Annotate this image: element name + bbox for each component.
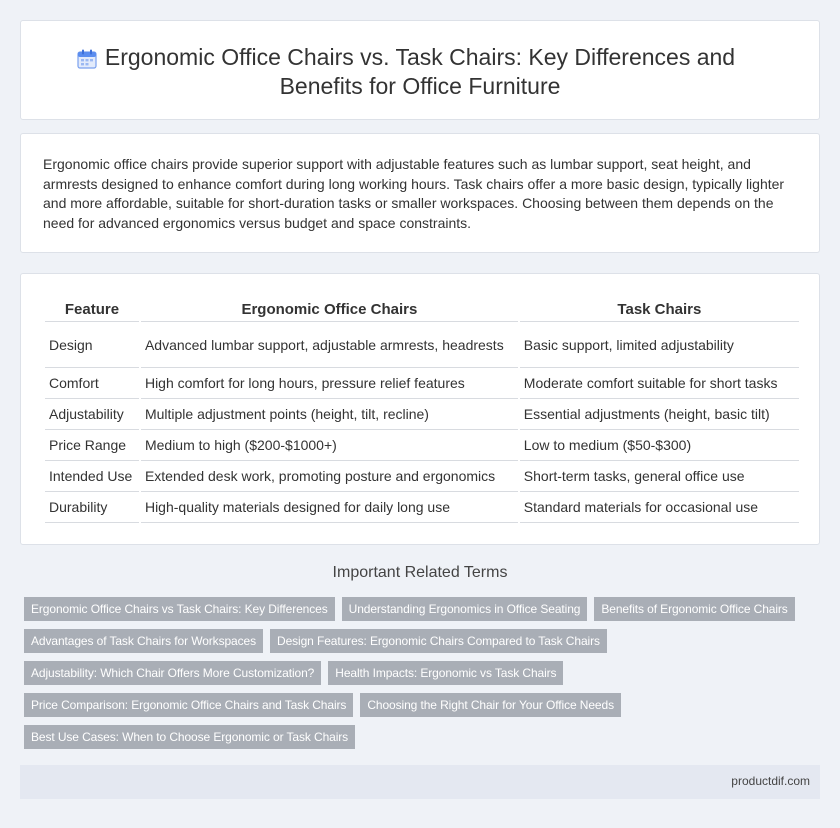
table-row: [45, 492, 799, 523]
header-card: [20, 20, 820, 120]
table-cell: Short-term tasks, general office use: [520, 461, 799, 492]
table-row: [45, 430, 799, 461]
related-term-tag[interactable]: Health Impacts: Ergonomic vs Task Chairs: [328, 661, 563, 685]
table-cell: Basic support, limited adjustability: [520, 322, 799, 368]
related-term-tag[interactable]: Understanding Ergonomics in Office Seating: [342, 597, 588, 621]
table-cell: High-quality materials designed for daily long use: [141, 492, 518, 523]
footer-site-name[interactable]: productdif.com: [731, 774, 810, 788]
table-cell: Low to medium ($50-$300): [520, 430, 799, 461]
intro-card: [20, 133, 820, 253]
related-term-tag[interactable]: Design Features: Ergonomic Chairs Compared to Task Chairs: [270, 629, 607, 653]
table-cell: Adjustability: [45, 399, 139, 430]
table-cell: Advanced lumbar support, adjustable armrests, headrests: [141, 322, 518, 368]
table-cell: Moderate comfort suitable for short tasks: [520, 368, 799, 399]
table-row: [45, 322, 799, 368]
header-task: Task Chairs: [520, 297, 799, 322]
header-feature: Feature: [45, 297, 139, 322]
table-cell: Comfort: [45, 368, 139, 399]
table-cell: Essential adjustments (height, basic tilt): [520, 399, 799, 430]
related-terms-heading: Important Related Terms: [332, 564, 508, 581]
related-term-tag[interactable]: Ergonomic Office Chairs vs Task Chairs: Key Differences: [24, 597, 335, 621]
footer: [20, 765, 820, 799]
related-term-tag[interactable]: Choosing the Right Chair for Your Office Needs: [360, 693, 621, 717]
related-term-tag[interactable]: Benefits of Ergonomic Office Chairs: [594, 597, 794, 621]
table-cell: Medium to high ($200-$1000+): [141, 430, 518, 461]
table-cell: Extended desk work, promoting posture and ergonomics: [141, 461, 518, 492]
table-cell: Multiple adjustment points (height, tilt, recline): [141, 399, 518, 430]
comparison-table: [43, 297, 801, 523]
table-cell: Intended Use: [45, 461, 139, 492]
header-ergonomic: Ergonomic Office Chairs: [141, 297, 518, 322]
page-title: Ergonomic Office Chairs vs. Task Chairs: Key Differences and Benefits for Office Furniture: [104, 44, 736, 99]
table-cell: Price Range: [45, 430, 139, 461]
table-row: [45, 368, 799, 399]
table-cell: Durability: [45, 492, 139, 523]
related-term-tag[interactable]: Advantages of Task Chairs for Workspaces: [24, 629, 263, 653]
comparison-table-card: [20, 273, 820, 545]
table-cell: High comfort for long hours, pressure relief features: [141, 368, 518, 399]
table-header-row: [45, 297, 799, 322]
table-row: [45, 399, 799, 430]
related-terms-list: [24, 597, 820, 757]
related-term-tag[interactable]: Adjustability: Which Chair Offers More Customization?: [24, 661, 321, 685]
table-row: [45, 461, 799, 492]
related-term-tag[interactable]: Price Comparison: Ergonomic Office Chairs and Task Chairs: [24, 693, 353, 717]
table-cell: Design: [45, 322, 139, 368]
intro-paragraph: Ergonomic office chairs provide superior support with adjustable features such as lumbar support, seat height, and armrests designed to enhance comfort during long working hours. Task chairs offer a more basic design, typically lighter and more affordable, suitable for short-duration tasks or smaller workspaces. Choosing between them depends on the need for advanced ergonomics versus budget and space constraints.: [43, 156, 785, 231]
table-cell: Standard materials for occasional use: [520, 492, 799, 523]
related-term-tag[interactable]: Best Use Cases: When to Choose Ergonomic or Task Chairs: [24, 725, 355, 749]
